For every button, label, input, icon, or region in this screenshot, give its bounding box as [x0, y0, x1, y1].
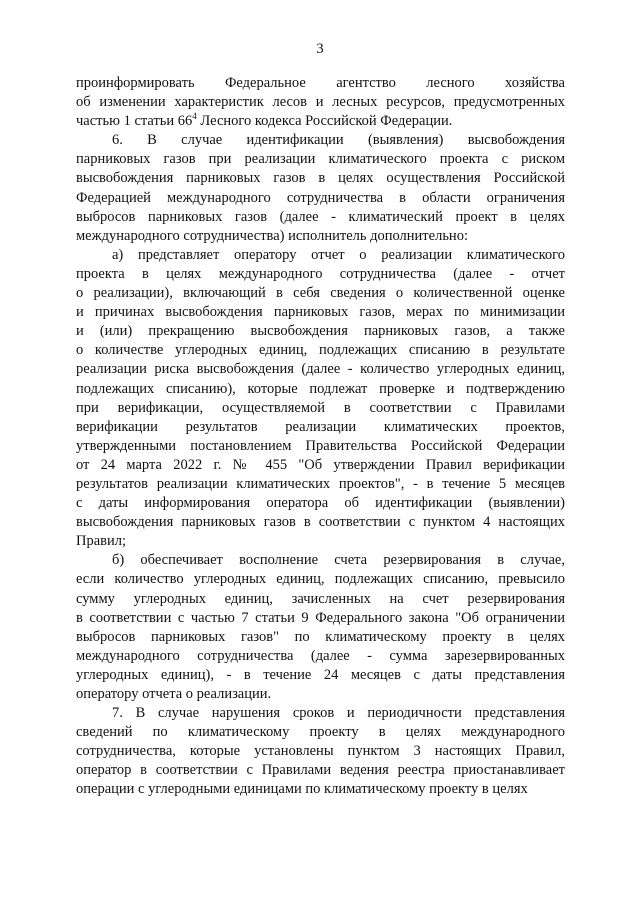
text-line: утвержденными постановлением Правительства Российской Федерации — [76, 437, 565, 454]
text-line: частью 1 статьи $66^4$ Лесного кодекса Российской Федерации. — [76, 111, 453, 130]
text-line: проекта в целях международного сотрудничества (далее - отчет — [76, 265, 565, 282]
text-line: международного сотрудничества) исполнитель дополнительно: — [76, 227, 468, 244]
text-line: Федерацией международного сотрудничества в области ограничения — [76, 189, 565, 206]
text-line: международного сотрудничества (далее - сумма зарезервированных — [76, 647, 565, 664]
text-line: операции с углеродными единицами по климатическому проекту в целях — [76, 781, 528, 798]
document-body — [76, 74, 565, 800]
page-number: 3 — [316, 41, 324, 57]
text-line: верификации результатов реализации климатических проектов, — [76, 418, 565, 435]
text-line: если количество углеродных единиц, подлежащих списанию, превысило — [76, 571, 565, 588]
text-line: углеродных единиц), - в течение 24 месяцев с даты представления — [76, 666, 565, 683]
text-line: парниковых газов при реализации климатического проекта с риском — [76, 151, 565, 168]
text-line: сотрудничества, которые установлены пунктом 3 настоящих Правил, — [76, 743, 565, 760]
text-line: при верификации, осуществляемой в соответствии с Правилами — [76, 399, 565, 416]
text-line: Правил; — [76, 533, 127, 550]
paragraph-pa — [76, 246, 565, 552]
text-line: выбросов парниковых газов" по климатическому проекту в целях — [76, 628, 565, 645]
paragraph-p7 — [76, 704, 565, 799]
text-line: и (или) прекращению высвобождения парниковых газов, а также — [76, 323, 565, 340]
text-line: 7. В случае нарушения сроков и периодичности представления — [112, 705, 565, 722]
text-line: б) обеспечивает восполнение счета резервирования в случае, — [112, 552, 565, 569]
text-line: от 24 марта 2022 г. № 455 "Об утверждении Правил верификации — [76, 456, 565, 473]
paragraph-p6 — [76, 131, 565, 246]
text-line: а) представляет оператору отчет о реализации климатического — [112, 246, 565, 263]
text-line: в соответствии с частью 7 статьи 9 Федерального закона "Об ограничении — [76, 609, 565, 626]
text-line: подлежащих списанию), которые подлежат проверке и подтверждению — [76, 380, 565, 397]
text-line: с даты информирования оператора об идентификации (выявлении) — [76, 495, 565, 512]
text-line: оператор в соответствии с Правилами ведения реестра приостанавливает — [76, 762, 565, 779]
text-line: результатов реализации климатических проектов", - в течение 5 месяцев — [76, 475, 565, 492]
text-line: сумму углеродных единиц, зачисленных на счет резервирования — [76, 590, 565, 607]
text-line: сведений по климатическому проекту в целях международного — [76, 724, 565, 741]
text-line: оператору отчета о реализации. — [76, 686, 272, 702]
text-line: и причинах высвобождения парниковых газов, мерах по минимизации — [76, 304, 565, 321]
text-line: высвобождения парниковых газов в целях осуществления Российской — [76, 170, 565, 187]
paragraph-p0 — [76, 74, 565, 131]
text-line: о количестве углеродных единиц, подлежащих списанию в результате — [76, 342, 565, 359]
text-line: 6. В случае идентификации (выявления) высвобождения — [112, 132, 565, 149]
text-line: выбросов парниковых газов (далее - климатический проект в целях — [76, 208, 565, 225]
text-line: проинформировать Федеральное агентство лесного хозяйства — [76, 75, 565, 91]
text-line: высвобождения парниковых газов в соответствии с пунктом 4 настоящих — [76, 514, 565, 531]
paragraph-pb — [76, 551, 565, 704]
text-line: о реализации), включающий в себя сведения о количественной оценке — [76, 285, 565, 302]
text-line: реализации риска высвобождения (далее - количество углеродных единиц, — [76, 361, 565, 378]
text-line: об изменении характеристик лесов и лесных ресурсов, предусмотренных — [76, 94, 565, 111]
